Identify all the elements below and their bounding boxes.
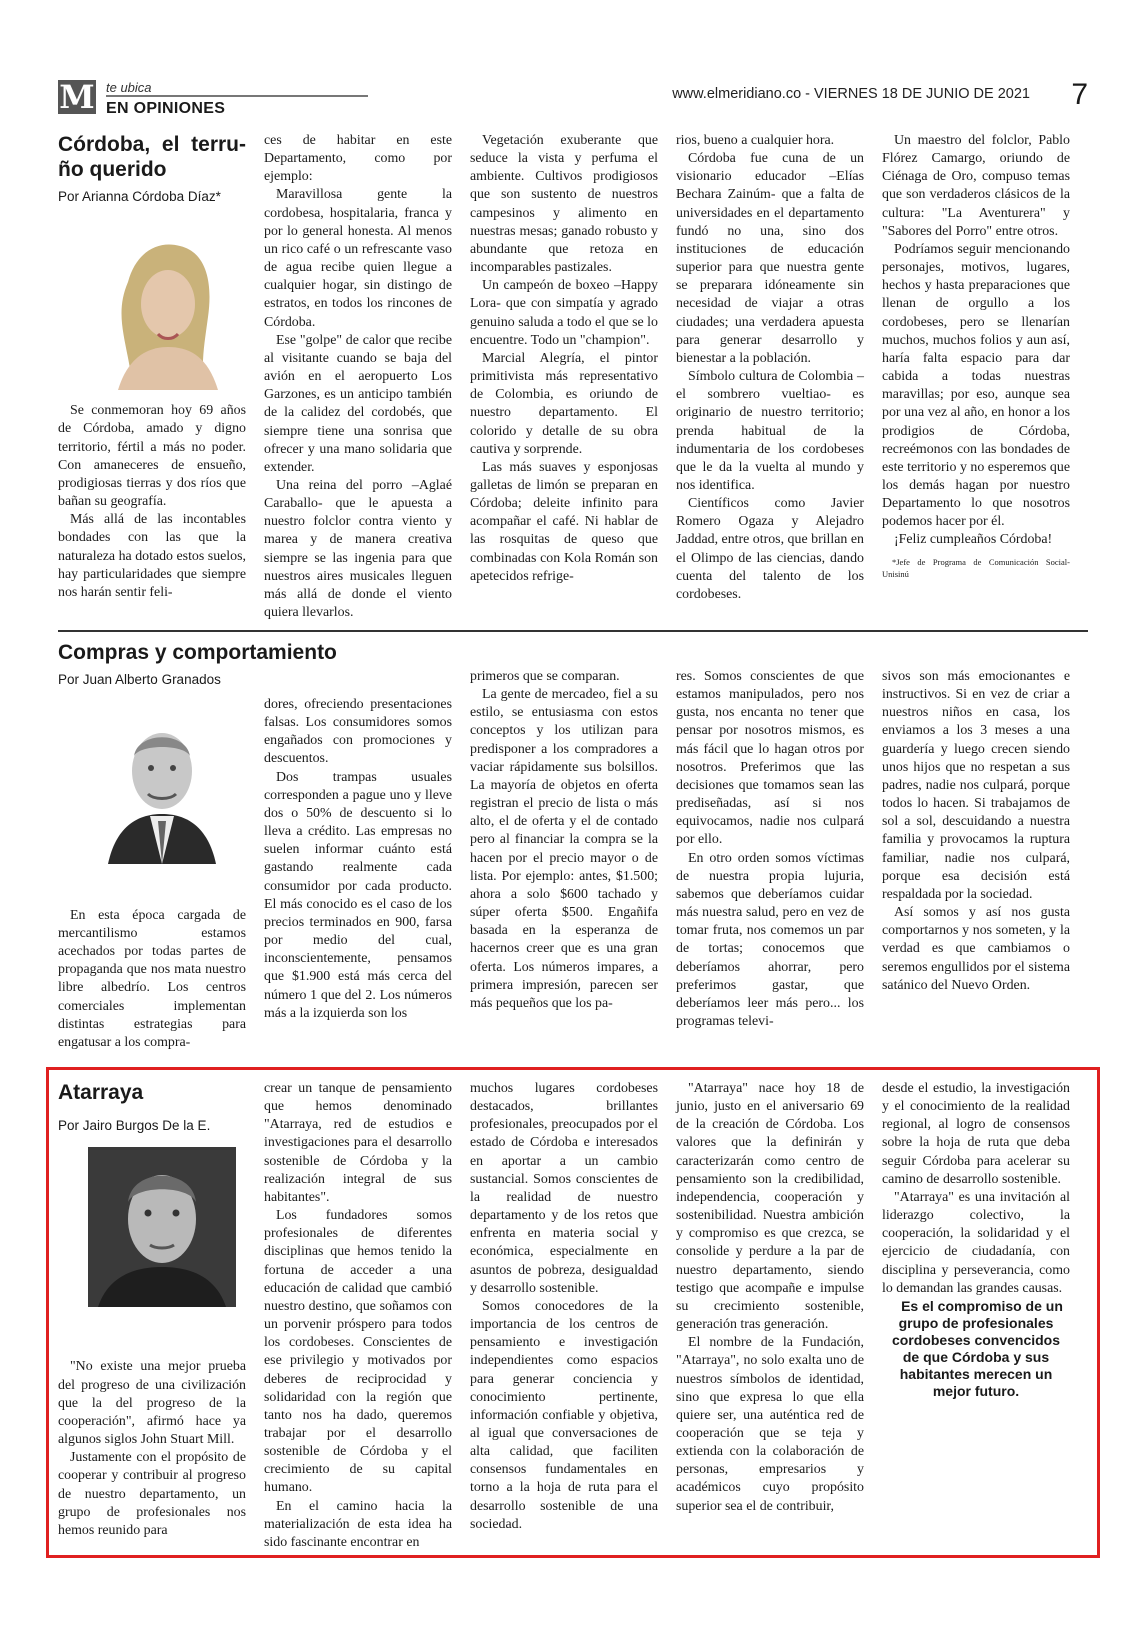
page-header bbox=[58, 78, 1088, 124]
article-column bbox=[264, 668, 452, 1052]
paragraph: rios, bueno a cualquier hora. bbox=[676, 133, 835, 148]
section-divider bbox=[58, 630, 1088, 632]
article-column bbox=[470, 132, 658, 602]
paragraph: "Atarraya" es una invitación al liderazgo colectivo, la cooperación, la solidaridad y el ejercicio de ciudadanía, con disciplina y perseverancia, como lo demandan las grandes causas. bbox=[882, 1189, 1070, 1296]
paragraph: Las más suaves y esponjosas galletas de limón se preparan en Córdoba; deleite infinito para acompañar el café. Ni hablar de las rosquitas de queso que combinadas con Kola Román son apetecidos refrige- bbox=[470, 459, 658, 584]
section-title: EN OPINIONES bbox=[106, 100, 226, 117]
paragraph: Ese "golpe" de calor que recibe al visitante cuando se baja del avión en el aeropuerto Los Garzones, es un anticipo también de la calidez del cordobés, que siempre tiene una sonrisa que ofrecer y una mano solidaria que extender. bbox=[264, 332, 452, 475]
paragraph: Un maestro del folclor, Pablo Flórez Camargo, oriundo de Ciénaga de Oro, compuso temas que son verdaderos clásicos de la cultura: "La Aventurera" y "Sabores del Porro" entre otros. bbox=[882, 133, 1070, 239]
paragraph: En esta época cargada de mercantilismo estamos acechados por todas partes de propaganda que nos mata nuestro libre albedrío. Los centros comerciales implementan distintas estrategias para engatusar a los compra- bbox=[58, 907, 246, 1050]
paragraph: En el camino hacia la materialización de esta idea ha sido fascinante encontrar en bbox=[264, 1498, 452, 1550]
paragraph: dores, ofreciendo presentaciones falsas. Los consumidores somos engañados con promociones y descuentos. bbox=[264, 697, 452, 767]
article-column bbox=[470, 1080, 658, 1540]
article-column bbox=[470, 668, 658, 1052]
article-header bbox=[58, 1080, 246, 1307]
author-photo bbox=[88, 696, 236, 864]
paragraph: Dos trampas usuales corresponden a pague uno y lleve dos o 50% de descuento si lo lleva a crédito. Las empresas no suelen informar cuánto está gastando realmente cada consumidor por cada producto. El más conocido es el caso de los precios terminados en 900, farsa por medio del cual, inconscientemente, pensamos que $1.900 está más cerca del número 1 que del 2. Los números más a la izquierda son los bbox=[264, 769, 452, 1021]
paragraph: Vegetación exuberante que seduce la vista y perfuma el ambiente. Cultivos prodigiosos que son sustento de nuestros campesinos y alimento en nuestras mesas; ganado robusto y abundante que retoza en incomparables pastizales. bbox=[470, 133, 658, 276]
paragraph: res. Somos conscientes de que estamos manipulados, pero nos gusta, nos encanta no tener que pensar por nosotros mismos, es más fácil que lo hagan otros por nosotros. Preferimos que las decisiones que tomamos sean las prediseñadas, así si nos equivocamos, nadie nos culpará por ello. bbox=[676, 669, 864, 848]
article-column bbox=[882, 132, 1070, 602]
headline: Atarraya bbox=[58, 1081, 144, 1104]
article-column bbox=[58, 668, 246, 1052]
paragraph: Un campeón de boxeo –Happy Lora- que con simpatía y agrado genuino saluda a todo el que se lo encuentre. Todo un "champion". bbox=[470, 278, 658, 348]
paragraph: Se conmemoran hoy 69 años de Córdoba, amado y digno territorio, fértil a más no poder. Con amaneceres de ensueño, prodigiosas tierras y dos ríos que bañan su geografía. bbox=[58, 403, 246, 510]
article-column bbox=[58, 132, 246, 602]
headline: Compras y comportamiento bbox=[58, 641, 337, 664]
article-column bbox=[882, 1080, 1070, 1540]
paragraph: Así somos y así nos gusta comportarnos y nos someten, y la verdad es que cambiamos o seremos engullidos por el sistema satánico del Nuevo Orden. bbox=[882, 905, 1070, 993]
article-body bbox=[58, 1358, 246, 1540]
article-column bbox=[58, 1080, 246, 1540]
byline: Por Jairo Burgos De la E. bbox=[58, 1118, 211, 1133]
byline: Por Juan Alberto Granados bbox=[58, 672, 221, 687]
paragraph: El nombre de la Fundación, "Atarraya", no solo exalta uno de nuestros símbolos de identidad, sino que expresa lo que ella quiere ser, una auténtica red de cooperación que se teja y extienda con la colaboración de personas, empresarios y académicos cuyo propósito superior sea el de contribuir, bbox=[676, 1335, 864, 1514]
paragraph: Una reina del porro –Aglaé Caraballo- que le apuesta a nuestro folclor contra viento y marea y de manera creativa siempre se las ingenia para que nuestros aires musicales lleguen más allá de donde el viento quiera llevarlos. bbox=[264, 477, 452, 621]
article-column bbox=[882, 668, 1070, 1052]
paragraph: "Atarraya" nace hoy 18 de junio, justo en el aniversario 69 de la creación de Córdoba. Los valores que la definirán y caracterizarán como centro de pensamiento son la credibilidad, independencia, cooperación y sostenibilidad. Nuestra ambición y compromiso es que crezca, se consolide y perdure a la par de nuestro departamento, siendo testigo que acompañe e impulse su crecimiento sostenible, generación tras generación. bbox=[676, 1081, 864, 1333]
author-photo bbox=[88, 1147, 236, 1307]
newspaper-logo: M bbox=[59, 78, 95, 116]
paragraph: ¡Feliz cumpleaños Córdoba! bbox=[894, 532, 1053, 548]
paragraph: sivos son más emocionantes e instructivos. Si en vez de criar a nuestros niños en casa, los enviamos a los 3 meses a una guardería y luego crecen siendo unos hijos que no respetan a sus padres, nadie nos culpará, porque todos lo hacen. Si trabajamos de sol a sol, descuidando a nuestra familia y provocamos la ruptura familiar, nadie nos culpará, porque esa decisión está respaldada por la sociedad. bbox=[882, 669, 1070, 902]
paragraph: Maravillosa gente la cordobesa, hospitalaria, franca y por lo general honesta. Al menos un rico café o un refrescante vaso de agua recibe quien llegue a cualquier hogar, sin distingo de estratos, en todos los rincones de Córdoba. bbox=[264, 187, 452, 330]
article-body bbox=[58, 907, 246, 1052]
paragraph: crear un tanque de pensamiento que hemos denominado "Atarraya, red de estudios e investigaciones para el desarrollo sostenible de Córdoba y la realización integral de sus habitantes". bbox=[264, 1081, 452, 1205]
paragraph: Científicos como Javier Romero Ogaza y Alejadro Jaddad, entre otros, que brillan en el Olimpo de las ciencias, dando cuenta del talento de los cordobeses. bbox=[676, 496, 864, 602]
pull-quote: Es el compromiso de un grupo de profesionales cordobeses convencidos de que Córdoba y sus habitantes merecen un mejor futuro. bbox=[891, 1297, 1063, 1399]
header-rule bbox=[106, 95, 368, 97]
tagline: te ubica bbox=[106, 80, 152, 95]
paragraph: Marcial Alegría, el pintor primitivista más representativo de Colombia, es oriundo de nuestro departamento. El colorido y detalle de su obra cautiva y sorprende. bbox=[470, 350, 658, 457]
paragraph: primeros que se comparan. bbox=[470, 669, 620, 684]
paragraph: Más allá de las incontables bondades con las que la naturaleza ha dotado estos suelos, hay particularidades que siempre nos harán sentir feli- bbox=[58, 512, 246, 600]
article-column bbox=[264, 1080, 452, 1550]
article-column bbox=[676, 668, 864, 1052]
paragraph: Los fundadores somos profesionales de diferentes disciplinas que hemos tenido la fortuna de acceder a una educación de calidad que cambió nuestro destino, que soñamos con un porvenir próspero para todos los cordobeses. Conscientes de ese privilegio y motivados por deberes de reciprocidad y solidaridad con la región que tanto nos ha dado, queremos trabajar por el desarrollo sostenible de Córdoba y el crecimiento de su capital humano. bbox=[264, 1208, 452, 1496]
author-photo bbox=[88, 222, 236, 390]
paragraph: ces de habitar en este Departamento, como por ejemplo: bbox=[264, 133, 452, 185]
headline: Córdoba, el terru-ño querido bbox=[58, 133, 246, 181]
paragraph: La gente de mercadeo, fiel a su estilo, se entusiasma con estos conceptos y los utilizan para predisponer a los compradores a vaciar rápidamente sus bolsillos. La mayoría de objetos en oferta registran el precio de lista o más alto, el de oferta y el de contado pero al financiar la compra se la hacen por el precio mayor o de lista. Por ejemplo: antes, $1.500; ahora a solo $600 tachado y súper oferta $500. Engañifa basada en la esperanza de hacernos creer que es una gran oferta. Los números impares, a primera impresión, parecen ser más pequeños que los pa- bbox=[470, 687, 658, 1011]
paragraph: Símbolo cultura de Colombia –el sombrero vueltiao- es originario de nuestro territorio; prenda habitual de la indumentaria de los cordobeses que le da la vuelta al mundo y nos identifica. bbox=[676, 369, 864, 493]
paragraph: Córdoba fue cuna de un visionario educador –Elías Bechara Zainúm- que a falta de universidades en el departamento fundó no una, sino dos instituciones de educación superior para que nuestra gente se preparara idóneamente sin necesidad de viajar a otras ciudades; una verdadera apuesta para generar desarrollo y bienestar a la población. bbox=[676, 151, 864, 366]
paragraph: desde el estudio, la investigación y el conocimiento de la realidad regional, al logro de consensos sobre la hoja de ruta que deba seguir Córdoba para acelerar su camino de desarrollo sostenible. bbox=[882, 1081, 1070, 1187]
article-body bbox=[58, 402, 246, 602]
article-column bbox=[264, 132, 452, 621]
article-compras bbox=[58, 640, 1088, 1060]
paragraph: En otro orden somos víctimas de nuestra propia lujuria, sabemos que deberíamos cuidar más nuestra salud, pero en vez de tomar fruta, nos comemos un par de tortas; conocemos que deberíamos ahorrar, pero preferimos gastar, que deberíamos leer más pero... los programas televi- bbox=[676, 850, 864, 1029]
dateline: www.elmeridiano.co - VIERNES 18 DE JUNIO DE 2021 bbox=[672, 86, 1030, 102]
paragraph: Justamente con el propósito de cooperar y contribuir al progreso de nuestro departamento, un grupo de profesionales nos hemos reunido para bbox=[58, 1450, 246, 1538]
author-footnote: *Jefe de Programa de Comunicación Social-Unisinú bbox=[882, 556, 1070, 579]
paragraph: "No existe una mejor prueba del progreso de una civilización que la del progreso de la cooperación", afirmó hace ya algunos siglos John Stuart Mill. bbox=[58, 1359, 246, 1448]
article-column bbox=[676, 1080, 864, 1540]
paragraph: Somos conocedores de la importancia de los centros de pensamiento e investigación independientes como espacios para generar conciencia y conocimiento pertinente, información confiable y objetiva, al igual que conversaciones de alta calidad, que faciliten consensos fundamentales en torno a la hoja de ruta para el desarrollo sostenible de una sociedad. bbox=[470, 1298, 658, 1532]
article-atarraya bbox=[58, 1080, 1088, 1550]
article-cordoba bbox=[58, 132, 1088, 621]
paragraph: muchos lugares cordobeses destacados, brillantes profesionales, preocupados por el estado de Córdoba e interesados en aportar a un cambio sustancial. Somos conscientes de la realidad de nuestro departamento y de los retos que enfrenta en materia social y económica, especialmente en asuntos de pobreza, desigualdad y desarrollo sostenible. bbox=[470, 1081, 658, 1296]
byline: Por Arianna Córdoba Díaz* bbox=[58, 189, 221, 204]
article-header bbox=[58, 132, 246, 390]
page-number: 7 bbox=[1071, 78, 1088, 111]
paragraph: Podríamos seguir mencionando personajes, motivos, lugares, hechos y hasta preparaciones que llenan de orgullo a los cordobeses, pero se llenarían muchos, muchos folios y aun así, haría falta espacio para dar cabida a todas nuestras maravillas; por eso, aunque sea por una vez al año, en honor a los prodigios de Córdoba, recreémonos con las bondades de este territorio y no esperemos que los demás hagan por nuestro Departamento lo que nosotros podemos hacer por él. bbox=[882, 241, 1070, 530]
article-column bbox=[676, 132, 864, 602]
